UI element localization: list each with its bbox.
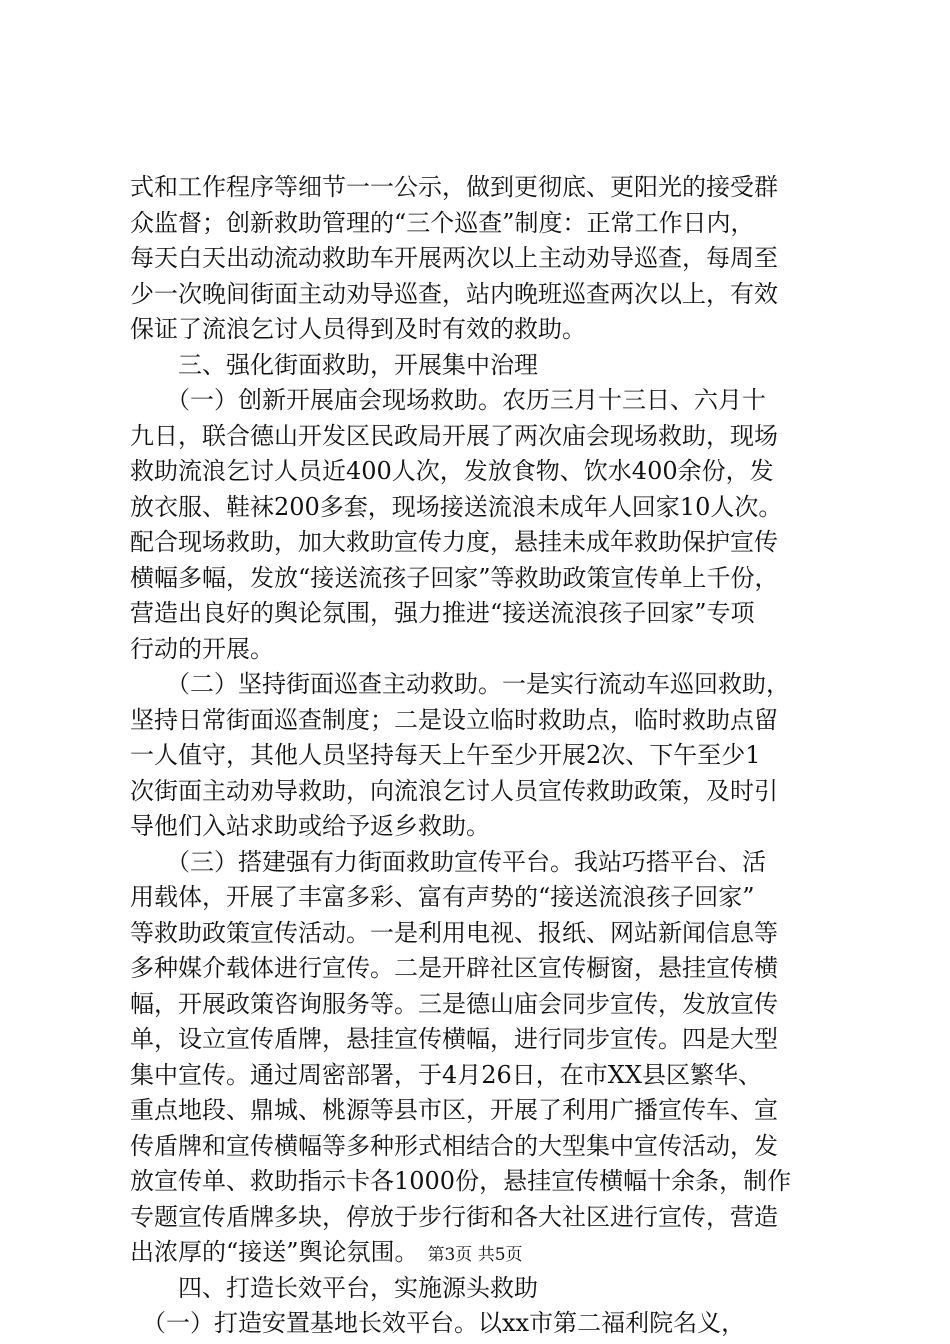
text-line: 每天白天出动流动救助车开展两次以上主动劝导巡查，每周至 [130,244,778,272]
text-line: 次街面主动劝导救助，向流浪乞讨人员宣传救助政策，及时引 [130,776,778,805]
text-line: 救助流浪乞讨人员近400人次，发放食物、饮水400余份，发 [130,457,774,485]
text-line: （一）创新开展庙会现场救助。农历三月十三日、六月十 [130,386,766,414]
text-line: 一人值守，其他人员坚持每天上午至少开展2次、下午至少1 [130,741,761,769]
text-line: 少一次晚间街面主动劝导巡查，站内晚班巡查两次以上，有效 [130,279,778,308]
page-number-footer: 第3页 共5页 [427,1245,523,1265]
text-line: 配合现场救助，加大救助宣传力度，悬挂未成年救助保护宣传 [130,528,778,556]
text-line: 导他们入站求助或给予返乡救助。 [130,812,490,840]
text-line: （二）坚持街面巡查主动救助。一是实行流动车巡回救助， [130,670,790,698]
text-line: 式和工作程序等细节一一公示，做到更彻底、更阳光的接受群 [130,173,778,201]
text-line: 多种媒介载体进行宣传。二是开辟社区宣传橱窗，悬挂宣传横 [130,954,778,982]
text-line: 保证了流浪乞讨人员得到及时有效的救助。 [130,315,586,343]
section-heading: 四、打造长效平台，实施源头救助 [130,1273,538,1302]
text-line: 营造出良好的舆论氛围，强力推进“接送流浪孩子回家”专项 [130,599,755,627]
text-line: 重点地段、鼎城、桃源等县市区，开展了利用广播宣传车、宣 [130,1096,778,1124]
text-line: （三）搭建强有力街面救助宣传平台。我站巧搭平台、活 [130,847,766,876]
text-line: 众监督；创新救助管理的“三个巡查”制度：正常工作日内， [130,208,755,237]
text-line: 单，设立宣传盾牌，悬挂宣传横幅，进行同步宣传。四是大型 [130,1025,778,1053]
text-line: 坚持日常街面巡查制度；二是设立临时救助点，临时救助点留 [130,705,778,734]
text-line: 幅，开展政策咨询服务等。三是德山庙会同步宣传，发放宣传 [130,989,778,1018]
text-line: 集中宣传。通过周密部署，于4月26日，在市XX县区繁华、 [130,1060,762,1089]
text-line: 专题宣传盾牌多块，停放于步行街和各大社区进行宣传，营造 [130,1202,778,1231]
text-line: 九日，联合德山开发区民政局开展了两次庙会现场救助，现场 [130,421,778,450]
text-line: 放宣传单、救助指示卡各1000份，悬挂宣传横幅十余条，制作 [130,1167,792,1195]
document-body [130,170,830,1342]
text-line: 放衣服、鞋袜200多套，现场接送流浪未成年人回家10人次。 [130,492,783,521]
text-line: 横幅多幅，发放“接送流孩子回家”等救助政策宣传单上千份， [130,563,779,592]
text-line: 行动的开展。 [130,634,274,663]
text-line: （一）打造安置基地长效平台。以xx市第二福利院名义， [130,1309,746,1337]
text-line: 出浓厚的“接送”舆论氛围。 [130,1238,419,1266]
section-heading: 三、强化街面救助，开展集中治理 [130,350,538,379]
text-line: 等救助政策宣传活动。一是利用电视、报纸、网站新闻信息等 [130,918,778,947]
text-line: 传盾牌和宣传横幅等多种形式相结合的大型集中宣传活动，发 [130,1131,778,1160]
text-line: 用载体，开展了丰富多彩、富有声势的“接送流浪孩子回家” [130,883,755,911]
